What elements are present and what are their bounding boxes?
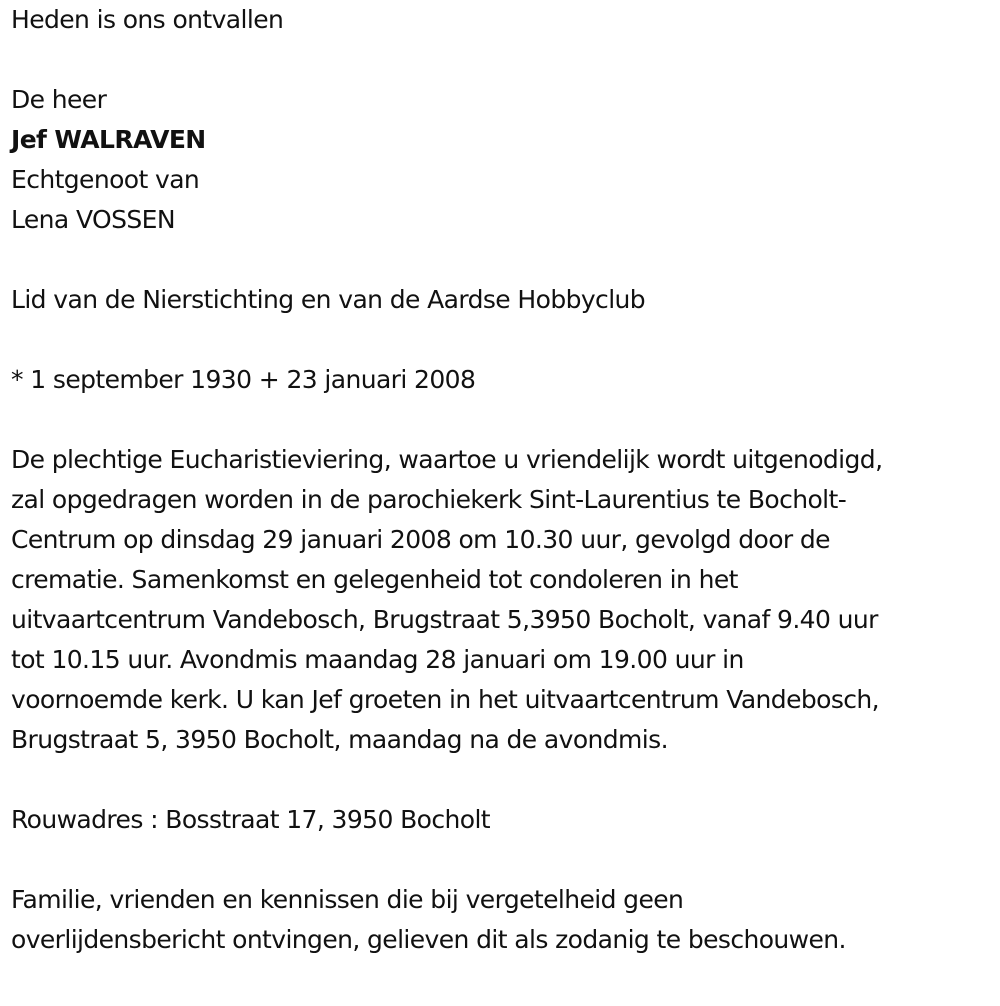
closing-line: overlijdensbericht ontvingen, gelieven dit als zodanig te beschouwen.	[11, 925, 846, 954]
ceremony-line: zal opgedragen worden in de parochiekerk Sint-Laurentius te Bocholt-	[11, 485, 847, 514]
ceremony-line: crematie. Samenkomst en gelegenheid tot condoleren in het	[11, 565, 738, 594]
deceased-name: Jef WALRAVEN	[11, 125, 206, 154]
death-notice	[11, 0, 991, 960]
closing-line: Familie, vrienden en kennissen die bij vergetelheid geen	[11, 885, 684, 914]
ceremony-line: uitvaartcentrum Vandebosch, Brugstraat 5,3950 Bocholt, vanaf 9.40 uur	[11, 605, 878, 634]
ceremony-line: tot 10.15 uur. Avondmis maandag 28 januari om 19.00 uur in	[11, 645, 744, 674]
spacer	[11, 320, 991, 360]
closing-paragraph	[11, 880, 991, 960]
membership-text: Lid van de Nierstichting en van de Aardse Hobbyclub	[11, 285, 646, 314]
spacer	[11, 40, 991, 80]
ceremony-line: De plechtige Eucharistieviering, waartoe u vriendelijk wordt uitgenodigd,	[11, 445, 883, 474]
spacer	[11, 840, 991, 880]
spacer	[11, 240, 991, 280]
ceremony-line: Brugstraat 5, 3950 Bocholt, maandag na de avondmis.	[11, 725, 668, 754]
intro-text: Heden is ons ontvallen	[11, 5, 284, 34]
relation-text: Echtgenoot van	[11, 165, 200, 194]
spouse-name: Lena VOSSEN	[11, 205, 175, 234]
spacer	[11, 400, 991, 440]
spacer	[11, 760, 991, 800]
life-dates: * 1 september 1930 + 23 januari 2008	[11, 365, 476, 394]
mourning-address: Rouwadres : Bosstraat 17, 3950 Bocholt	[11, 805, 490, 834]
ceremony-line: voornoemde kerk. U kan Jef groeten in het uitvaartcentrum Vandebosch,	[11, 685, 879, 714]
ceremony-paragraph	[11, 440, 991, 760]
ceremony-line: Centrum op dinsdag 29 januari 2008 om 10.30 uur, gevolgd door de	[11, 525, 830, 554]
salutation: De heer	[11, 85, 107, 114]
